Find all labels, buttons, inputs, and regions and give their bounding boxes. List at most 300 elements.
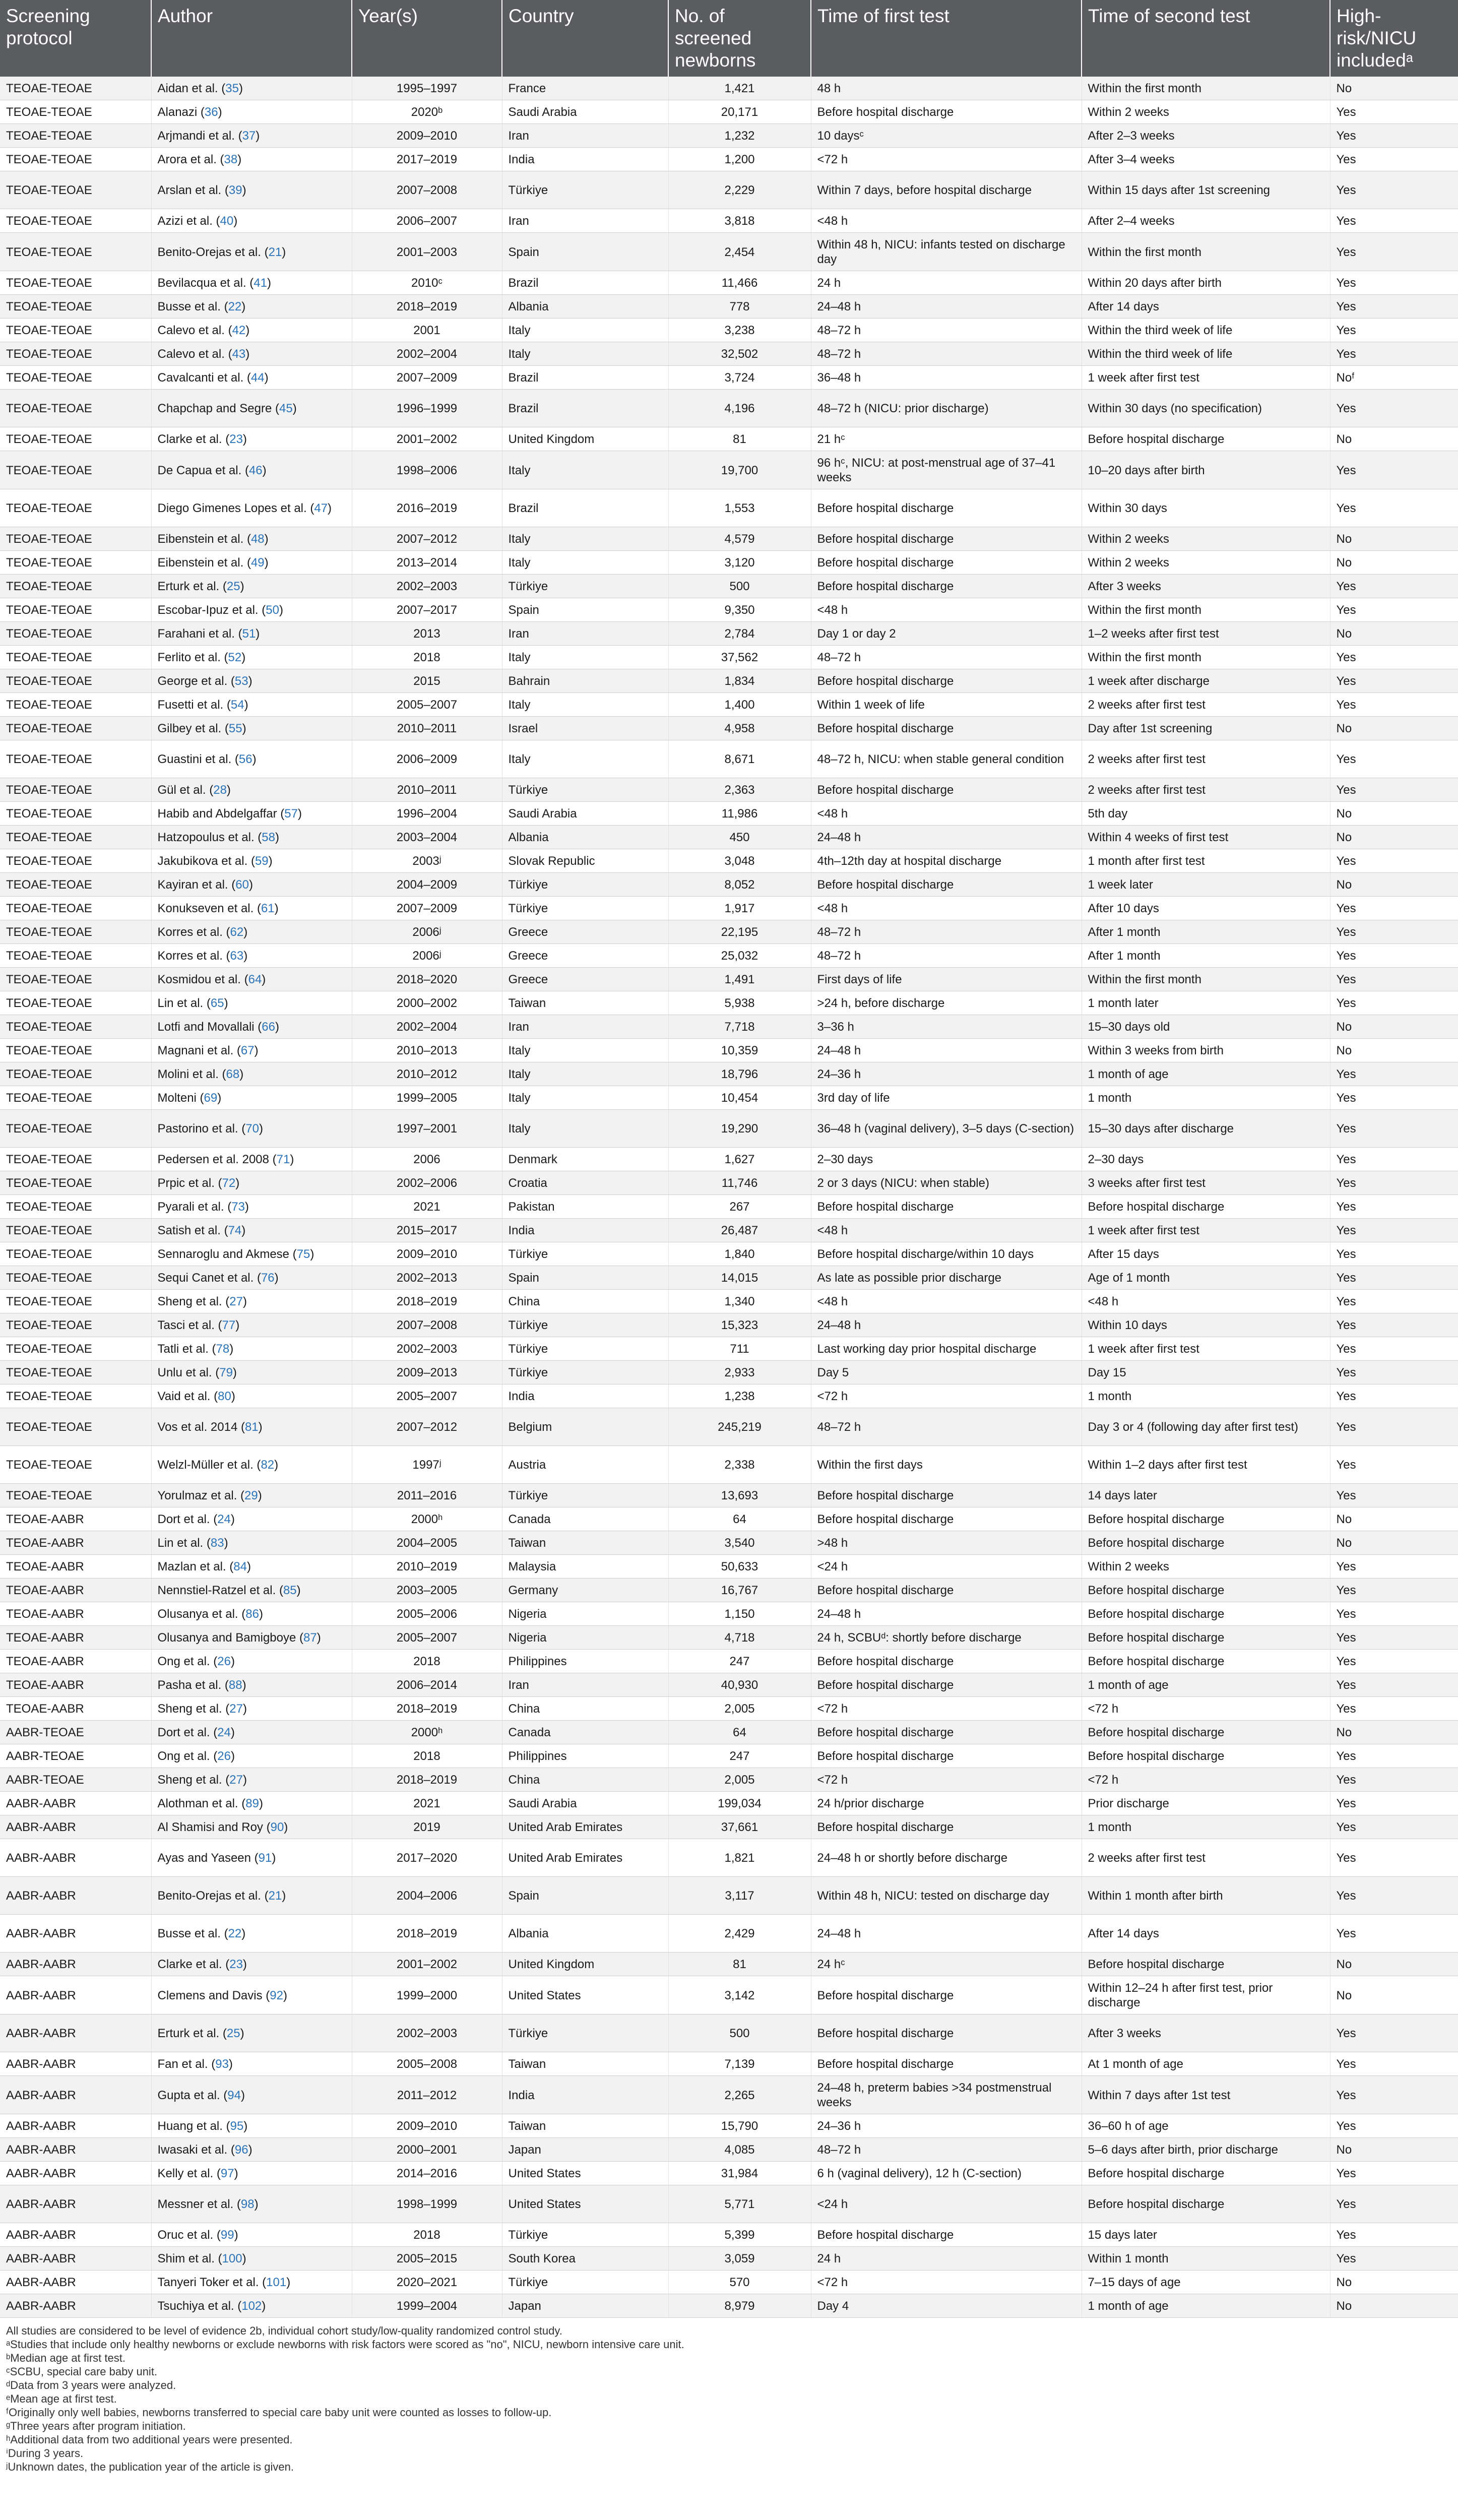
reference-link[interactable]: 93 (215, 2057, 229, 2071)
author-name: Arslan et al. ( (157, 183, 229, 197)
author-ref-close: ) (282, 1889, 286, 1903)
author-ref-close: ) (241, 651, 246, 664)
cell-high-risk: No (1330, 826, 1458, 849)
author-name: Gül et al. ( (157, 783, 214, 797)
reference-link[interactable]: 59 (255, 854, 269, 868)
cell-newborns: 267 (668, 1195, 811, 1219)
reference-link[interactable]: 27 (229, 1295, 243, 1308)
cell-country: Taiwan (502, 991, 668, 1015)
cell-second-test: Before hospital discharge (1082, 1744, 1330, 1768)
author-name: Molteni ( (157, 1091, 204, 1105)
author-name: Busse et al. ( (157, 300, 228, 313)
cell-country: South Korea (502, 2247, 668, 2271)
cell-country: Türkiye (502, 2271, 668, 2294)
cell-newborns: 3,142 (668, 1976, 811, 2014)
table-row (0, 1384, 1458, 1408)
cell-protocol: TEOAE-TEOAE (0, 1110, 151, 1148)
author-name: Guastini et al. ( (157, 752, 239, 766)
cell-newborns: 3,238 (668, 319, 811, 342)
author-name: Tatli et al. ( (157, 1342, 216, 1356)
reference-link[interactable]: 23 (229, 1958, 243, 1971)
cell-high-risk: Yes (1330, 489, 1458, 527)
reference-link[interactable]: 37 (242, 129, 256, 143)
reference-link[interactable]: 27 (229, 1702, 243, 1716)
table-row (0, 171, 1458, 209)
cell-protocol: TEOAE-TEOAE (0, 849, 151, 873)
reference-link[interactable]: 76 (261, 1271, 275, 1285)
cell-author (151, 1744, 352, 1768)
cell-newborns: 15,323 (668, 1313, 811, 1337)
reference-link[interactable]: 98 (240, 2197, 255, 2211)
reference-link[interactable]: 65 (210, 996, 224, 1010)
author-name: Konukseven et al. ( (157, 902, 261, 915)
cell-high-risk: Yes (1330, 669, 1458, 693)
reference-link[interactable]: 23 (229, 432, 243, 446)
reference-link[interactable]: 97 (220, 2167, 234, 2180)
cell-high-risk: Yes (1330, 2076, 1458, 2114)
cell-years: 2004–2009 (352, 873, 502, 897)
cell-second-test: 2 weeks after first test (1082, 778, 1330, 802)
cell-high-risk: Yes (1330, 1915, 1458, 1952)
cell-author (151, 740, 352, 778)
cell-years: 2005–2007 (352, 693, 502, 717)
cell-first-test: Before hospital discharge (811, 1815, 1082, 1839)
cell-protocol: TEOAE-TEOAE (0, 598, 151, 622)
cell-years: 2005–2006 (352, 1602, 502, 1626)
table-row (0, 598, 1458, 622)
reference-link[interactable]: 38 (224, 153, 238, 166)
cell-author (151, 1361, 352, 1384)
cell-years: 2005–2007 (352, 1626, 502, 1650)
cell-first-test: Before hospital discharge (811, 669, 1082, 693)
cell-years: 2010–2011 (352, 717, 502, 740)
table-row (0, 233, 1458, 271)
table-row (0, 489, 1458, 527)
cell-first-test: >48 h (811, 1531, 1082, 1555)
header-country: Country (502, 0, 668, 77)
cell-first-test: 24 h, SCBUᵈ: shortly before discharge (811, 1626, 1082, 1650)
reference-link[interactable]: 39 (228, 183, 242, 197)
reference-link[interactable]: 24 (217, 1513, 231, 1526)
reference-link[interactable]: 53 (234, 674, 248, 688)
reference-link[interactable]: 24 (217, 1726, 231, 1739)
author-ref-close: ) (274, 902, 279, 915)
reference-link[interactable]: 77 (222, 1318, 236, 1332)
cell-newborns: 20,171 (668, 100, 811, 124)
reference-link[interactable]: 71 (276, 1153, 290, 1166)
table-row (0, 209, 1458, 233)
reference-link[interactable]: 78 (216, 1342, 230, 1356)
reference-link[interactable]: 80 (218, 1390, 231, 1403)
cell-years: 2003–2005 (352, 1579, 502, 1602)
cell-protocol: TEOAE-TEOAE (0, 1148, 151, 1171)
cell-author (151, 2294, 352, 2318)
cell-newborns: 3,059 (668, 2247, 811, 2271)
cell-protocol: TEOAE-TEOAE (0, 77, 151, 100)
author-name: Huang et al. ( (157, 2119, 230, 2133)
reference-link[interactable]: 50 (266, 603, 279, 617)
cell-country: Japan (502, 2138, 668, 2162)
cell-second-test: After 2–3 weeks (1082, 124, 1330, 148)
author-name: Pastorino et al. ( (157, 1122, 246, 1136)
reference-link[interactable]: 60 (235, 878, 249, 892)
table-row (0, 1361, 1458, 1384)
reference-link[interactable]: 87 (303, 1631, 317, 1645)
cell-protocol: TEOAE-TEOAE (0, 366, 151, 390)
author-ref-close: ) (254, 2197, 259, 2211)
reference-link[interactable]: 75 (296, 1247, 310, 1261)
cell-second-test: After 14 days (1082, 1915, 1330, 1952)
cell-second-test: 1 week after discharge (1082, 669, 1330, 693)
cell-first-test: <72 h (811, 1768, 1082, 1792)
cell-author (151, 1673, 352, 1697)
cell-second-test: Within 3 weeks from birth (1082, 1039, 1330, 1062)
cell-first-test: 48–72 h (811, 1408, 1082, 1446)
author-ref-close: ) (217, 1091, 222, 1105)
cell-second-test: Within the first month (1082, 77, 1330, 100)
cell-country: India (502, 1384, 668, 1408)
cell-years: 2021 (352, 1195, 502, 1219)
cell-author (151, 77, 352, 100)
cell-protocol: TEOAE-TEOAE (0, 1039, 151, 1062)
reference-link[interactable]: 36 (204, 105, 218, 119)
cell-high-risk: Yes (1330, 2247, 1458, 2271)
cell-author (151, 1976, 352, 2014)
reference-link[interactable]: 94 (227, 2088, 241, 2102)
cell-high-risk: Yes (1330, 1446, 1458, 1484)
cell-high-risk: Yes (1330, 451, 1458, 489)
cell-second-test: After 1 month (1082, 944, 1330, 968)
author-name: Benito-Orejas et al. ( (157, 245, 269, 259)
author-name: Clarke et al. ( (157, 432, 230, 446)
cell-country: Greece (502, 920, 668, 944)
cell-first-test: 48–72 h (811, 319, 1082, 342)
cell-first-test: <72 h (811, 148, 1082, 171)
table-row (0, 1484, 1458, 1507)
author-ref-close: ) (262, 2299, 266, 2313)
reference-link[interactable]: 99 (220, 2228, 234, 2242)
table-row (0, 1815, 1458, 1839)
table-row (0, 2076, 1458, 2114)
cell-author (151, 2114, 352, 2138)
author-name: Fusetti et al. ( (157, 698, 231, 712)
reference-link[interactable]: 61 (261, 902, 275, 915)
cell-first-test: Before hospital discharge (811, 1721, 1082, 1744)
cell-author (151, 319, 352, 342)
cell-country: Türkiye (502, 2014, 668, 2052)
reference-link[interactable]: 91 (258, 1851, 272, 1865)
cell-second-test: After 3 weeks (1082, 2014, 1330, 2052)
reference-link[interactable]: 26 (217, 1655, 231, 1668)
table-row (0, 1266, 1458, 1290)
table-row (0, 1531, 1458, 1555)
cell-newborns: 5,771 (668, 2185, 811, 2223)
cell-newborns: 11,986 (668, 802, 811, 826)
reference-link[interactable]: 85 (283, 1584, 297, 1597)
cell-high-risk: Yes (1330, 897, 1458, 920)
reference-link[interactable]: 22 (228, 300, 242, 313)
cell-protocol: TEOAE-TEOAE (0, 968, 151, 991)
cell-author (151, 1062, 352, 1086)
author-ref-close: ) (241, 1224, 246, 1237)
cell-first-test: 2–30 days (811, 1148, 1082, 1171)
reference-link[interactable]: 89 (245, 1797, 259, 1810)
author-ref-close: ) (248, 674, 252, 688)
reference-link[interactable]: 92 (270, 1988, 283, 2002)
cell-country: India (502, 148, 668, 171)
cell-country: Canada (502, 1721, 668, 1744)
cell-high-risk: No (1330, 1507, 1458, 1531)
author-ref-close: ) (272, 1851, 276, 1865)
author-ref-close: ) (310, 1247, 314, 1261)
reference-link[interactable]: 35 (225, 82, 239, 95)
cell-protocol: TEOAE-TEOAE (0, 1195, 151, 1219)
reference-link[interactable]: 67 (240, 1044, 255, 1057)
author-name: Welzl-Müller et al. ( (157, 1458, 261, 1472)
author-ref-close: ) (264, 532, 269, 546)
reference-link[interactable]: 70 (245, 1122, 259, 1136)
reference-link[interactable]: 64 (248, 973, 262, 986)
reference-link[interactable]: 40 (220, 214, 234, 228)
cell-author (151, 802, 352, 826)
cell-high-risk: No (1330, 77, 1458, 100)
reference-link[interactable]: 84 (233, 1560, 247, 1573)
reference-link[interactable]: 102 (241, 2299, 262, 2313)
table-row (0, 342, 1458, 366)
reference-link[interactable]: 95 (230, 2119, 244, 2133)
author-name: Yorulmaz et al. ( (157, 1489, 245, 1502)
reference-link[interactable]: 42 (232, 324, 246, 337)
cell-first-test: Within 48 h, NICU: infants tested on discharge day (811, 233, 1082, 271)
table-row (0, 1507, 1458, 1531)
reference-link[interactable]: 73 (231, 1200, 245, 1214)
cell-years: 2009–2010 (352, 2114, 502, 2138)
cell-second-test: <48 h (1082, 1290, 1330, 1313)
cell-first-test: Day 1 or day 2 (811, 622, 1082, 646)
cell-country: Türkiye (502, 575, 668, 598)
cell-high-risk: Yes (1330, 390, 1458, 427)
cell-newborns: 1,200 (668, 148, 811, 171)
author-ref-close: ) (238, 82, 243, 95)
cell-protocol: TEOAE-TEOAE (0, 451, 151, 489)
author-name: Messner et al. ( (157, 2197, 241, 2211)
cell-country: United Kingdom (502, 1952, 668, 1976)
cell-years: 2000–2001 (352, 2138, 502, 2162)
cell-first-test: 48–72 h, NICU: when stable general condition (811, 740, 1082, 778)
cell-newborns: 1,150 (668, 1602, 811, 1626)
reference-link[interactable]: 58 (262, 831, 275, 844)
cell-country: Pakistan (502, 1195, 668, 1219)
reference-link[interactable]: 28 (213, 783, 227, 797)
cell-protocol: TEOAE-TEOAE (0, 1361, 151, 1384)
cell-author (151, 527, 352, 551)
cell-years: 2002–2003 (352, 1337, 502, 1361)
cell-newborns: 11,746 (668, 1171, 811, 1195)
cell-protocol: TEOAE-AABR (0, 1579, 151, 1602)
reference-link[interactable]: 62 (230, 925, 244, 939)
cell-protocol: AABR-AABR (0, 2247, 151, 2271)
reference-link[interactable]: 100 (222, 2252, 242, 2265)
cell-author (151, 1408, 352, 1446)
cell-second-test: 15 days later (1082, 2223, 1330, 2247)
cell-protocol: AABR-AABR (0, 2271, 151, 2294)
table-row (0, 1602, 1458, 1626)
cell-protocol: TEOAE-TEOAE (0, 778, 151, 802)
cell-author (151, 669, 352, 693)
cell-high-risk: No (1330, 2138, 1458, 2162)
author-ref-close: ) (244, 698, 248, 712)
cell-years: 1996–1999 (352, 390, 502, 427)
cell-first-test: 2 or 3 days (NICU: when stable) (811, 1171, 1082, 1195)
cell-second-test: Before hospital discharge (1082, 1507, 1330, 1531)
footnote: ᶜSCBU, special care baby unit. (6, 2365, 158, 2378)
cell-protocol: TEOAE-TEOAE (0, 1219, 151, 1242)
reference-link[interactable]: 45 (279, 402, 293, 415)
table-row (0, 646, 1458, 669)
reference-link[interactable]: 25 (226, 580, 240, 593)
reference-link[interactable]: 79 (219, 1366, 233, 1379)
reference-link[interactable]: 22 (228, 1927, 242, 1940)
reference-link[interactable]: 83 (210, 1536, 224, 1550)
reference-link[interactable]: 56 (238, 752, 252, 766)
reference-link[interactable]: 48 (250, 532, 265, 546)
cell-protocol: TEOAE-TEOAE (0, 427, 151, 451)
cell-first-test: <24 h (811, 1555, 1082, 1579)
cell-country: Italy (502, 527, 668, 551)
reference-link[interactable]: 81 (244, 1420, 259, 1434)
cell-protocol: AABR-AABR (0, 1976, 151, 2014)
cell-newborns: 4,579 (668, 527, 811, 551)
reference-link[interactable]: 46 (248, 463, 263, 477)
cell-protocol: TEOAE-AABR (0, 1555, 151, 1579)
reference-link[interactable]: 66 (262, 1020, 275, 1034)
cell-first-test: 24–48 h (811, 1602, 1082, 1626)
cell-second-test: 14 days later (1082, 1484, 1330, 1507)
author-name: Sheng et al. ( (157, 1295, 230, 1308)
table-row (0, 1839, 1458, 1877)
table-row (0, 1650, 1458, 1673)
cell-years: 2021 (352, 1792, 502, 1815)
cell-country: Türkiye (502, 897, 668, 920)
cell-first-test: Before hospital discharge (811, 1976, 1082, 2014)
reference-link[interactable]: 44 (250, 371, 265, 385)
reference-link[interactable]: 26 (217, 1749, 231, 1763)
cell-newborns: 1,400 (668, 693, 811, 717)
author-ref-close: ) (328, 501, 332, 515)
reference-link[interactable]: 69 (204, 1091, 218, 1105)
table-row (0, 2294, 1458, 2318)
cell-author (151, 1792, 352, 1815)
reference-link[interactable]: 29 (244, 1489, 258, 1502)
cell-second-test: 15–30 days after discharge (1082, 1110, 1330, 1148)
reference-link[interactable]: 52 (228, 651, 242, 664)
reference-link[interactable]: 49 (250, 556, 265, 570)
author-name: De Capua et al. ( (157, 463, 249, 477)
reference-link[interactable]: 27 (229, 1773, 243, 1787)
reference-link[interactable]: 41 (253, 276, 267, 290)
reference-link[interactable]: 21 (268, 245, 282, 259)
author-name: Chapchap and Segre ( (157, 402, 279, 415)
reference-link[interactable]: 47 (314, 501, 328, 515)
reference-link[interactable]: 43 (232, 347, 246, 361)
cell-first-test: 24–48 h or shortly before discharge (811, 1839, 1082, 1877)
cell-protocol: TEOAE-TEOAE (0, 148, 151, 171)
cell-first-test: <48 h (811, 598, 1082, 622)
cell-high-risk: No (1330, 1976, 1458, 2014)
cell-high-risk: Yes (1330, 1877, 1458, 1915)
cell-country: Taiwan (502, 2052, 668, 2076)
cell-country: Italy (502, 693, 668, 717)
cell-author (151, 1697, 352, 1721)
reference-link[interactable]: 101 (266, 2276, 287, 2289)
cell-author (151, 1484, 352, 1507)
table-row (0, 319, 1458, 342)
reference-link[interactable]: 55 (228, 722, 242, 735)
cell-first-test: Before hospital discharge (811, 873, 1082, 897)
cell-newborns: 26,487 (668, 1219, 811, 1242)
reference-link[interactable]: 68 (226, 1067, 240, 1081)
cell-author (151, 427, 352, 451)
author-ref-close: ) (252, 752, 257, 766)
table-row (0, 2052, 1458, 2076)
author-ref-close: ) (254, 1044, 259, 1057)
cell-protocol: TEOAE-TEOAE (0, 1266, 151, 1290)
cell-country: United Arab Emirates (502, 1815, 668, 1839)
cell-newborns: 500 (668, 2014, 811, 2052)
cell-high-risk: No (1330, 717, 1458, 740)
cell-country: Türkiye (502, 1337, 668, 1361)
author-name: Ferlito et al. ( (157, 651, 228, 664)
reference-link[interactable]: 96 (234, 2143, 248, 2157)
cell-protocol: TEOAE-TEOAE (0, 295, 151, 319)
author-ref-close: ) (243, 2119, 248, 2133)
table-row (0, 1242, 1458, 1266)
author-ref-close: ) (229, 1342, 234, 1356)
cell-first-test: 6 h (vaginal delivery), 12 h (C-section) (811, 2162, 1082, 2185)
reference-link[interactable]: 72 (222, 1176, 236, 1190)
reference-link[interactable]: 90 (270, 1820, 284, 1834)
table-row (0, 897, 1458, 920)
cell-second-test: Within 2 weeks (1082, 527, 1330, 551)
cell-high-risk: No (1330, 622, 1458, 646)
cell-second-test: Before hospital discharge (1082, 1579, 1330, 1602)
reference-link[interactable]: 63 (230, 949, 244, 963)
cell-protocol: AABR-AABR (0, 2052, 151, 2076)
cell-author (151, 1015, 352, 1039)
cell-protocol: AABR-AABR (0, 1877, 151, 1915)
reference-link[interactable]: 21 (268, 1889, 282, 1903)
reference-link[interactable]: 86 (245, 1607, 259, 1621)
cell-years: 2018–2020 (352, 968, 502, 991)
cell-protocol: TEOAE-AABR (0, 1507, 151, 1531)
cell-second-test: 2 weeks after first test (1082, 740, 1330, 778)
reference-link[interactable]: 51 (242, 627, 256, 641)
reference-link[interactable]: 82 (261, 1458, 275, 1472)
cell-author (151, 1171, 352, 1195)
reference-link[interactable]: 25 (226, 2027, 240, 2040)
author-name: Olusanya et al. ( (157, 1607, 246, 1621)
author-ref-close: ) (241, 300, 246, 313)
cell-country: United States (502, 1976, 668, 2014)
reference-link[interactable]: 88 (228, 1678, 242, 1692)
reference-link[interactable]: 57 (284, 807, 298, 821)
cell-newborns: 1,491 (668, 968, 811, 991)
cell-high-risk: Yes (1330, 646, 1458, 669)
reference-link[interactable]: 74 (228, 1224, 242, 1237)
reference-link[interactable]: 54 (230, 698, 244, 712)
author-ref-close: ) (234, 2228, 238, 2242)
cell-country: Brazil (502, 390, 668, 427)
